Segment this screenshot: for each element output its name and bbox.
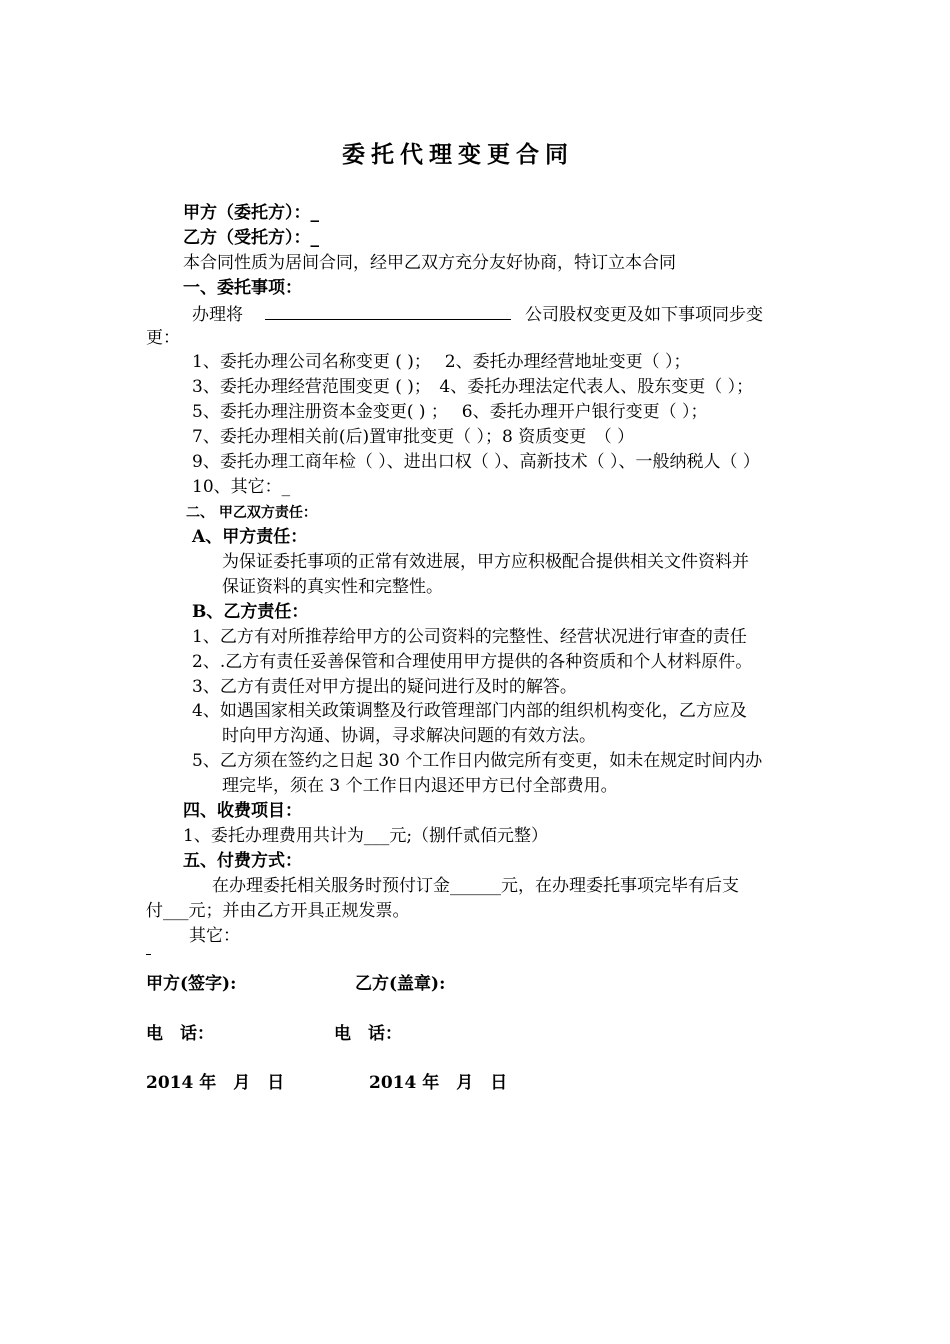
section1-item: 1、委托办理公司名称变更 ( )； 2、委托办理经营地址变更（ ）； <box>192 352 691 372</box>
section1-item: 3、委托办理经营范围变更 ( )； 4、委托办理法定代表人、股东变更（ ）； <box>192 377 754 397</box>
party-a-duty-text: 为保证委托事项的正常有效进展，甲方应积极配合提供相关文件资料并 <box>222 552 749 572</box>
section1-item: 7、委托办理相关前(后)置审批变更（ ）；8 资质变更 （ ） <box>192 427 635 447</box>
party-b-duty-item: 4、如遇国家相关政策调整及行政管理部门内部的组织机构变化，乙方应及 <box>192 701 747 721</box>
other-label: 其它： <box>189 926 240 946</box>
section1-lead: 办理将 <box>192 305 243 325</box>
section1-item: 5、委托办理注册资本金变更( ) ； 6、委托办理开户银行变更（ ）； <box>192 402 708 422</box>
section1-item: 9、委托办理工商年检（ ）、进出口权（ ）、高新技术（ ）、一般纳税人（ ） <box>192 452 760 472</box>
payment-text: 付___元；并由乙方开具正规发票。 <box>146 901 410 921</box>
party-b-duty-item: 3、乙方有责任对甲方提出的疑问进行及时的解答。 <box>192 677 577 697</box>
section1-lead-line <box>192 303 763 325</box>
section1-wrap: 更： <box>146 328 180 348</box>
party-a-date: 2014 年 月 日 <box>146 1073 285 1093</box>
party-b-duty-item: 理完毕，须在 3 个工作日内退还甲方已付全部费用。 <box>222 776 618 796</box>
party-b-phone: 电 话： <box>334 1024 402 1044</box>
party-a-phone: 电 话： <box>146 1024 214 1044</box>
contract-title: 委托代理变更合同 <box>342 141 574 168</box>
party-b-duty-item: 2、.乙方有责任妥善保管和合理使用甲方提供的各种资质和个人材料原件。 <box>192 652 753 672</box>
payment-text: 在办理委托相关服务时预付订金______元，在办理委托事项完毕有后支 <box>212 876 739 896</box>
section1-heading: 一、委托事项： <box>183 278 302 298</box>
party-b-line: 乙方（受托方）：_ <box>183 228 319 248</box>
divider <box>146 954 151 955</box>
section1-tail: 公司股权变更及如下事项同步变 <box>525 305 763 325</box>
intro-text: 本合同性质为居间合同，经甲乙双方充分友好协商，特订立本合同 <box>183 253 676 273</box>
party-a-duty-heading: A、甲方责任： <box>192 527 308 547</box>
party-b-date: 2014 年 月 日 <box>369 1073 508 1093</box>
party-b-duty-item: 1、乙方有对所推荐给甲方的公司资料的完整性、经营状况进行审查的责任 <box>192 627 747 647</box>
section5-heading: 五、付费方式： <box>183 851 302 871</box>
section4-heading: 四、收费项目： <box>183 801 302 821</box>
fee-text: 1、委托办理费用共计为___元;（捌仟贰佰元整） <box>183 826 549 846</box>
party-a-duty-text: 保证资料的真实性和完整性。 <box>222 577 443 597</box>
party-a-signature: 甲方(签字): <box>146 974 237 994</box>
party-b-seal: 乙方(盖章): <box>355 974 446 994</box>
section1-item: 10、其它：_ <box>192 477 291 497</box>
party-a-line: 甲方（委托方）：_ <box>183 203 319 223</box>
party-b-duty-heading: B、乙方责任： <box>192 602 309 622</box>
section2-heading: 二、 甲乙双方责任： <box>186 505 317 521</box>
party-b-duty-item: 5、乙方须在签约之日起 30 个工作日内做完所有变更，如未在规定时间内办 <box>192 751 763 771</box>
party-b-duty-item: 时向甲方沟通、协调，寻求解决问题的有效方法。 <box>222 726 596 746</box>
company-name-blank <box>265 303 511 320</box>
